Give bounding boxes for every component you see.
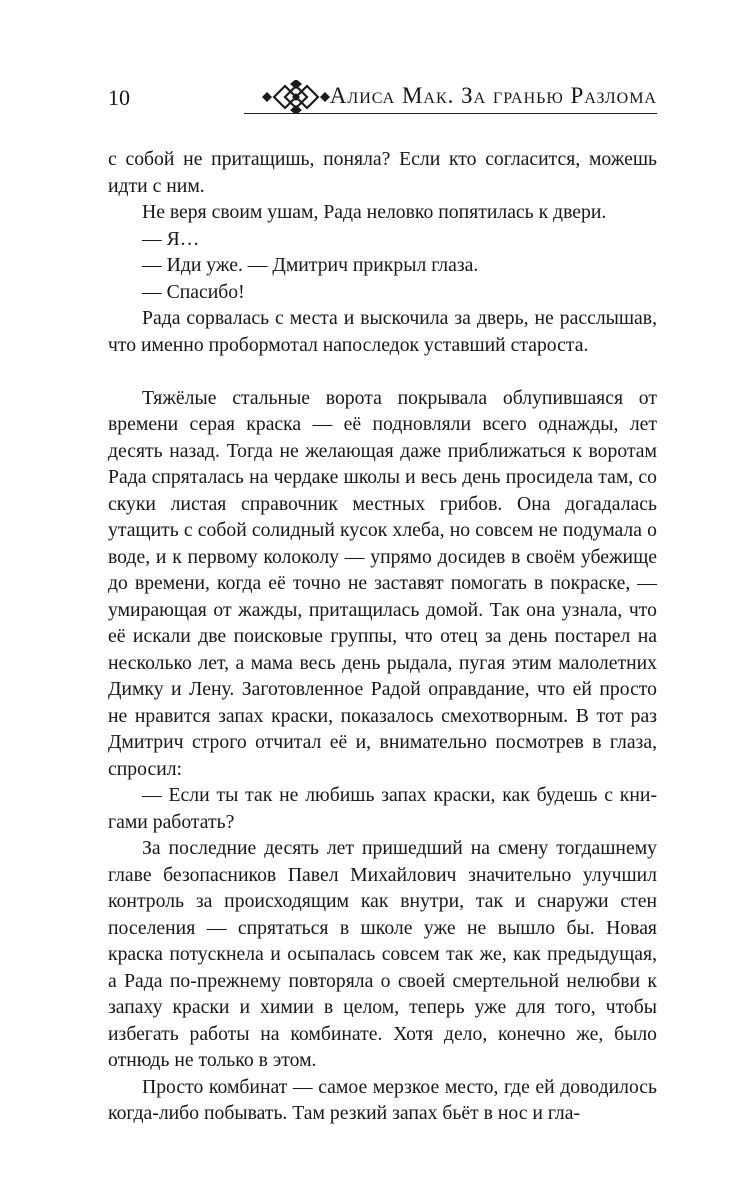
paragraph: За последние десять лет пришедший на смену тогдашнему главе безопасников Павел Михайлович значительно улучшил контроль за происходящим как внутри, так и снаружи стен поселения — спрятаться в школе уже не вышло бы. Новая краска потускнела и осыпалась совсем так же, как предыдущая, а Рада по-прежнему повторяла о своей смертельной нелюбви к запаху краски и химии в целом, теперь уже для того, чтобы избегать работы на комбинате. Хотя дело, конечно же, было отнюдь не только в этом. bbox=[108, 837, 657, 1071]
page-number: 10 bbox=[108, 85, 130, 110]
paragraph: Рада сорвалась с места и выскочила за дверь, не расслышав, что именно пробормотал напоследок уставший староста. bbox=[108, 307, 657, 356]
body-text bbox=[108, 146, 657, 1127]
running-title: Алиса Мак. За гранью Разлома bbox=[329, 83, 657, 108]
page-header bbox=[108, 80, 657, 116]
diamond-lattice-ornament-icon bbox=[256, 80, 336, 114]
dialogue-line: — Спасибо! bbox=[142, 280, 245, 303]
header-rule bbox=[244, 113, 657, 114]
paragraph: Тяжёлые стальные ворота покрывала облупившаяся от времени серая краска — её подновляли всего однажды, лет десять назад. Тогда не желающая даже приближаться к воротам Рада спряталась на чердаке школы и весь день просидела там, со скуки листая справочник местных грибов. Она догадалась утащить с собой солидный кусок хлеба, но совсем не подумала о воде, и к первому колоколу — упрямо досидев в своём убежище до времени, когда её точно не заставят помогать в покраске, — умирающая от жажды, притащилась домой. Так она узнала, что её искали две поисковые группы, что отец за день постарел на несколько лет, а мама весь день рыдала, пугая этим малолетних Димку и Лену. Заготовленное Радой оправдание, что ей просто не нравится запах краски, показалось смехотворным. В тот раз Дмитрич строго отчитал её и, внимательно посмотрев в глаза, спросил: bbox=[108, 386, 657, 780]
dialogue-line: — Иди уже. — Дмитрич прикрыл глаза. bbox=[142, 254, 479, 276]
dialogue-line: — Я… bbox=[142, 227, 200, 250]
paragraph: Не веря своим ушам, Рада неловко попятилась к двери. bbox=[142, 201, 607, 223]
dialogue-line: — Если ты так не любишь запах краски, как будешь с книгами работать? bbox=[108, 784, 657, 833]
paragraph: Просто комбинат — самое мерзкое место, где ей доводилось когда-либо побывать. Там резкий запах бьёт в нос и гла- bbox=[108, 1075, 657, 1124]
paragraph: с собой не притащишь, поняла? Если кто согласится, можешь идти с ним. bbox=[108, 148, 657, 197]
